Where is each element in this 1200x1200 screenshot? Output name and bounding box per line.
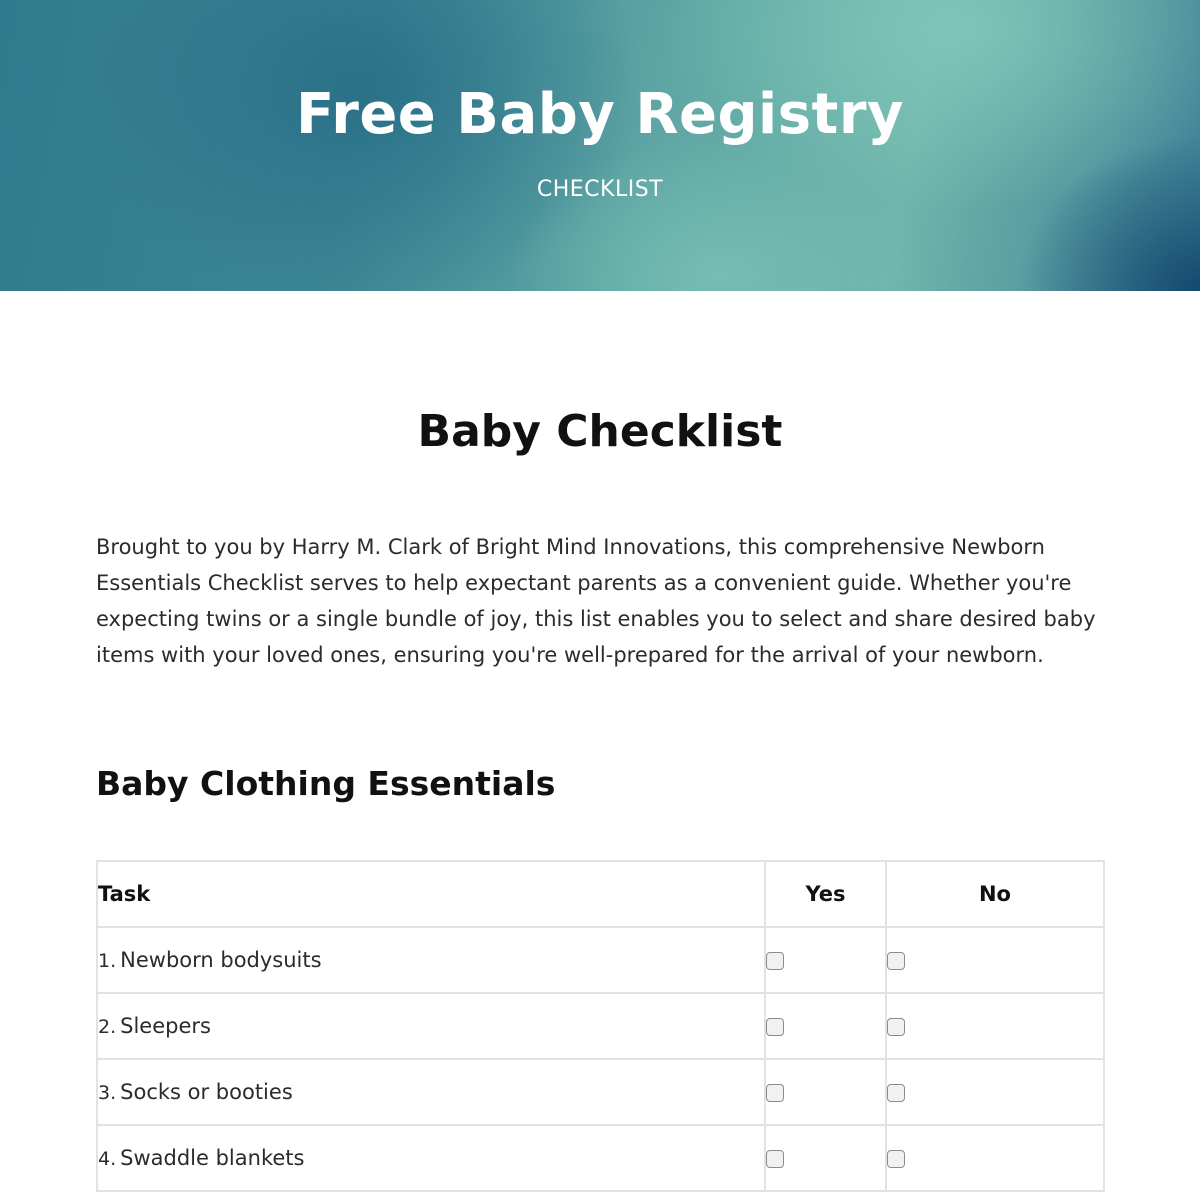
yes-cell bbox=[765, 993, 886, 1059]
header-yes: Yes bbox=[765, 861, 886, 927]
yes-checkbox[interactable] bbox=[766, 1150, 784, 1168]
no-cell bbox=[886, 927, 1104, 993]
yes-cell bbox=[765, 1125, 886, 1191]
task-cell bbox=[97, 927, 765, 993]
task-cell bbox=[97, 1059, 765, 1125]
no-checkbox[interactable] bbox=[887, 1150, 905, 1168]
intro-paragraph: Brought to you by Harry M. Clark of Bright Mind Innovations, this comprehensive Newborn Essentials Checklist serves to help expectant parents as a convenient guide. Whether you're expecting twins or a single bundle of joy, this list enables you to select and share desired baby items with your loved ones, ensuring you're well-prepared for the arrival of your newborn. bbox=[96, 535, 1096, 667]
table-row bbox=[97, 993, 1104, 1059]
row-number: 3. bbox=[98, 1082, 117, 1104]
yes-cell bbox=[765, 1059, 886, 1125]
table-row bbox=[97, 1125, 1104, 1191]
no-cell bbox=[886, 993, 1104, 1059]
header-no: No bbox=[886, 861, 1104, 927]
header-task: Task bbox=[97, 861, 765, 927]
no-cell bbox=[886, 1059, 1104, 1125]
table-row bbox=[97, 1059, 1104, 1125]
task-cell bbox=[97, 1125, 765, 1191]
yes-cell bbox=[765, 927, 886, 993]
row-number: 2. bbox=[98, 1016, 117, 1038]
row-number: 4. bbox=[98, 1148, 117, 1170]
table-header-row bbox=[97, 861, 1104, 927]
header-banner bbox=[0, 0, 1200, 291]
task-label: Newborn bodysuits bbox=[120, 948, 322, 972]
no-checkbox[interactable] bbox=[887, 952, 905, 970]
task-label: Sleepers bbox=[120, 1014, 211, 1038]
yes-checkbox[interactable] bbox=[766, 952, 784, 970]
yes-checkbox[interactable] bbox=[766, 1084, 784, 1102]
section-title: Baby Clothing Essentials bbox=[96, 764, 556, 803]
table-row bbox=[97, 927, 1104, 993]
checklist-table bbox=[96, 860, 1105, 1192]
document-title: Baby Checklist bbox=[417, 406, 783, 457]
banner-subtitle: CHECKLIST bbox=[536, 177, 664, 202]
no-checkbox[interactable] bbox=[887, 1018, 905, 1036]
task-label: Socks or booties bbox=[120, 1080, 293, 1104]
banner-title: Free Baby Registry bbox=[296, 82, 904, 147]
row-number: 1. bbox=[98, 950, 117, 972]
yes-checkbox[interactable] bbox=[766, 1018, 784, 1036]
no-cell bbox=[886, 1125, 1104, 1191]
task-cell bbox=[97, 993, 765, 1059]
no-checkbox[interactable] bbox=[887, 1084, 905, 1102]
task-label: Swaddle blankets bbox=[120, 1146, 305, 1170]
